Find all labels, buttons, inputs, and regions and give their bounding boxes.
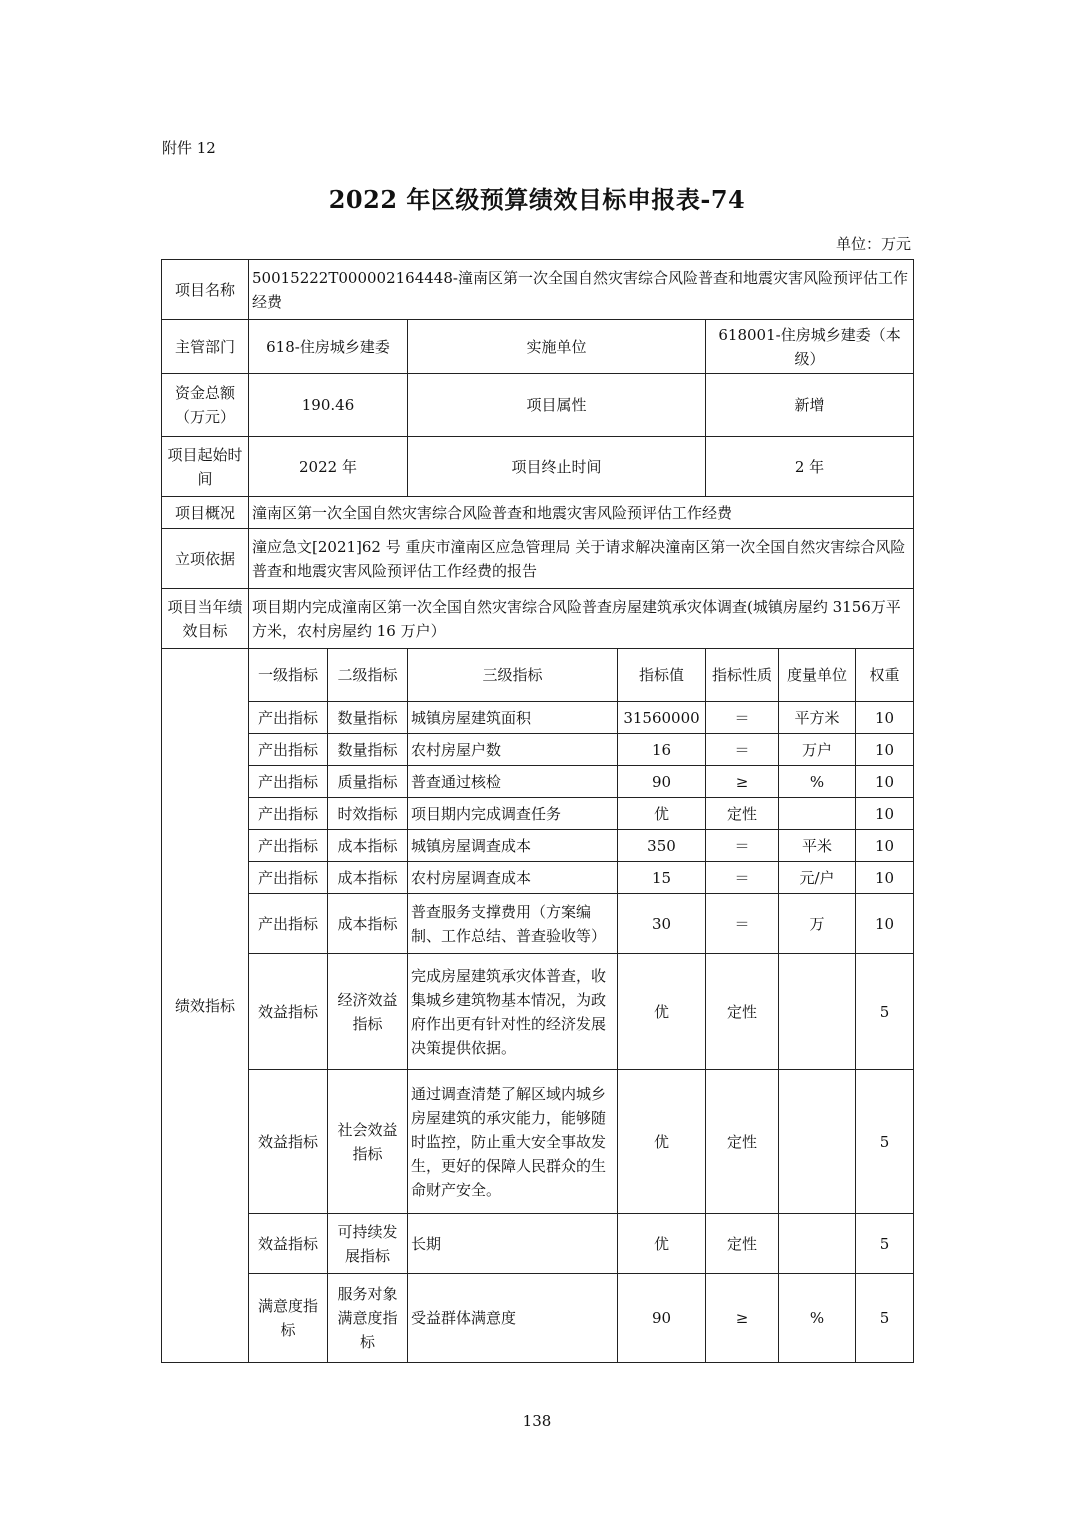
table-row bbox=[162, 734, 914, 766]
level2-cell: 服务对象满意度指标 bbox=[328, 1274, 408, 1363]
column-header: 一级指标 bbox=[249, 649, 328, 702]
table-row bbox=[162, 954, 914, 1070]
level1-cell: 产出指标 bbox=[249, 894, 328, 954]
unit-cell: % bbox=[779, 1274, 856, 1363]
overview-value: 潼南区第一次全国自然灾害综合风险普查和地震灾害风险预评估工作经费 bbox=[249, 497, 914, 529]
nature-cell: ＝ bbox=[706, 702, 779, 734]
level1-cell: 产出指标 bbox=[249, 798, 328, 830]
level2-cell: 成本指标 bbox=[328, 830, 408, 862]
unit-cell bbox=[779, 954, 856, 1070]
weight-cell: 10 bbox=[856, 798, 914, 830]
table-row bbox=[162, 798, 914, 830]
nature-cell: 定性 bbox=[706, 1070, 779, 1214]
perf-section-label: 绩效指标 bbox=[162, 649, 249, 1363]
level3-cell: 普查服务支撑费用（方案编制、工作总结、普查验收等） bbox=[408, 894, 618, 954]
nature-cell: 定性 bbox=[706, 1214, 779, 1274]
level1-cell: 产出指标 bbox=[249, 702, 328, 734]
end-time-label: 项目终止时间 bbox=[408, 437, 706, 497]
unit-cell bbox=[779, 1214, 856, 1274]
level3-cell: 受益群体满意度 bbox=[408, 1274, 618, 1363]
project-name-label: 项目名称 bbox=[162, 260, 249, 320]
table-row bbox=[162, 702, 914, 734]
level2-cell: 数量指标 bbox=[328, 702, 408, 734]
nature-cell: ＝ bbox=[706, 894, 779, 954]
level1-cell: 效益指标 bbox=[249, 1214, 328, 1274]
unit-label: 单位：万元 bbox=[835, 235, 911, 253]
unit-cell: 万 bbox=[779, 894, 856, 954]
unit-cell: 平米 bbox=[779, 830, 856, 862]
value-cell: 优 bbox=[618, 954, 706, 1070]
level2-cell: 经济效益指标 bbox=[328, 954, 408, 1070]
unit-cell: 元/户 bbox=[779, 862, 856, 894]
weight-cell: 5 bbox=[856, 1070, 914, 1214]
weight-cell: 10 bbox=[856, 862, 914, 894]
level1-cell: 效益指标 bbox=[249, 954, 328, 1070]
level3-cell: 长期 bbox=[408, 1214, 618, 1274]
weight-cell: 5 bbox=[856, 954, 914, 1070]
value-cell: 优 bbox=[618, 1070, 706, 1214]
value-cell: 优 bbox=[618, 1214, 706, 1274]
value-cell: 30 bbox=[618, 894, 706, 954]
weight-cell: 5 bbox=[856, 1274, 914, 1363]
level1-cell: 产出指标 bbox=[249, 830, 328, 862]
nature-cell: ≥ bbox=[706, 1274, 779, 1363]
project-name-value: 50015222T000002164448-潼南区第一次全国自然灾害综合风险普查和地震灾害风险预评估工作经费 bbox=[249, 260, 914, 320]
table-row bbox=[162, 894, 914, 954]
value-cell: 350 bbox=[618, 830, 706, 862]
impl-unit-label: 实施单位 bbox=[408, 320, 706, 374]
budget-table bbox=[161, 259, 914, 1363]
column-header: 指标值 bbox=[618, 649, 706, 702]
value-cell: 90 bbox=[618, 766, 706, 798]
project-attr-value: 新增 bbox=[706, 374, 914, 437]
attachment-label: 附件 12 bbox=[162, 139, 216, 157]
weight-cell: 10 bbox=[856, 830, 914, 862]
column-header: 三级指标 bbox=[408, 649, 618, 702]
basis-label: 立项依据 bbox=[162, 529, 249, 589]
value-cell: 31560000 bbox=[618, 702, 706, 734]
start-time-value: 2022 年 bbox=[249, 437, 408, 497]
level3-cell: 城镇房屋调查成本 bbox=[408, 830, 618, 862]
value-cell: 16 bbox=[618, 734, 706, 766]
level1-cell: 产出指标 bbox=[249, 766, 328, 798]
weight-cell: 10 bbox=[856, 766, 914, 798]
weight-cell: 5 bbox=[856, 1214, 914, 1274]
nature-cell: 定性 bbox=[706, 798, 779, 830]
level1-cell: 产出指标 bbox=[249, 734, 328, 766]
level2-cell: 成本指标 bbox=[328, 894, 408, 954]
column-header: 度量单位 bbox=[779, 649, 856, 702]
level1-cell: 产出指标 bbox=[249, 862, 328, 894]
level3-cell: 农村房屋调查成本 bbox=[408, 862, 618, 894]
overview-label: 项目概况 bbox=[162, 497, 249, 529]
start-time-label: 项目起始时间 bbox=[162, 437, 249, 497]
end-time-value: 2 年 bbox=[706, 437, 914, 497]
project-attr-label: 项目属性 bbox=[408, 374, 706, 437]
table-row bbox=[162, 766, 914, 798]
table-row bbox=[162, 1070, 914, 1214]
column-header: 指标性质 bbox=[706, 649, 779, 702]
level2-cell: 时效指标 bbox=[328, 798, 408, 830]
fund-value: 190.46 bbox=[249, 374, 408, 437]
weight-cell: 10 bbox=[856, 734, 914, 766]
nature-cell: 定性 bbox=[706, 954, 779, 1070]
page-number: 138 bbox=[522, 1412, 552, 1430]
level3-cell: 农村房屋户数 bbox=[408, 734, 618, 766]
goal-label: 项目当年绩效目标 bbox=[162, 589, 249, 649]
value-cell: 90 bbox=[618, 1274, 706, 1363]
level2-cell: 社会效益指标 bbox=[328, 1070, 408, 1214]
value-cell: 15 bbox=[618, 862, 706, 894]
column-header: 权重 bbox=[856, 649, 914, 702]
goal-value: 项目期内完成潼南区第一次全国自然灾害综合风险普查房屋建筑承灾体调查(城镇房屋约 3156万平方米，农村房屋约 16 万户） bbox=[249, 589, 914, 649]
level2-cell: 成本指标 bbox=[328, 862, 408, 894]
table-row bbox=[162, 1214, 914, 1274]
unit-cell bbox=[779, 1070, 856, 1214]
unit-cell: % bbox=[779, 766, 856, 798]
dept-label: 主管部门 bbox=[162, 320, 249, 374]
page-title: 2022 年区级预算绩效目标申报表-74 bbox=[328, 185, 746, 214]
table-row bbox=[162, 830, 914, 862]
level2-cell: 可持续发展指标 bbox=[328, 1214, 408, 1274]
weight-cell: 10 bbox=[856, 894, 914, 954]
level1-cell: 满意度指标 bbox=[249, 1274, 328, 1363]
column-header: 二级指标 bbox=[328, 649, 408, 702]
weight-cell: 10 bbox=[856, 702, 914, 734]
unit-cell: 平方米 bbox=[779, 702, 856, 734]
level1-cell: 效益指标 bbox=[249, 1070, 328, 1214]
nature-cell: ≥ bbox=[706, 766, 779, 798]
level2-cell: 数量指标 bbox=[328, 734, 408, 766]
table-row bbox=[162, 1274, 914, 1363]
nature-cell: ＝ bbox=[706, 734, 779, 766]
dept-value: 618-住房城乡建委 bbox=[249, 320, 408, 374]
unit-cell bbox=[779, 798, 856, 830]
value-cell: 优 bbox=[618, 798, 706, 830]
table-row bbox=[162, 862, 914, 894]
basis-value: 潼应急文[2021]62 号 重庆市潼南区应急管理局 关于请求解决潼南区第一次全国自然灾害综合风险普查和地震灾害风险预评估工作经费的报告 bbox=[249, 529, 914, 589]
level3-cell: 城镇房屋建筑面积 bbox=[408, 702, 618, 734]
level2-cell: 质量指标 bbox=[328, 766, 408, 798]
nature-cell: ＝ bbox=[706, 862, 779, 894]
unit-cell: 万户 bbox=[779, 734, 856, 766]
level3-cell: 项目期内完成调查任务 bbox=[408, 798, 618, 830]
fund-label: 资金总额（万元） bbox=[162, 374, 249, 437]
nature-cell: ＝ bbox=[706, 830, 779, 862]
level3-cell: 普查通过核检 bbox=[408, 766, 618, 798]
impl-unit-value: 618001-住房城乡建委（本级） bbox=[706, 320, 914, 374]
level3-cell: 完成房屋建筑承灾体普查，收集城乡建筑物基本情况，为政府作出更有针对性的经济发展决策提供依据。 bbox=[408, 954, 618, 1070]
level3-cell: 通过调查清楚了解区域内城乡房屋建筑的承灾能力，能够随时监控，防止重大安全事故发生，更好的保障人民群众的生命财产安全。 bbox=[408, 1070, 618, 1214]
